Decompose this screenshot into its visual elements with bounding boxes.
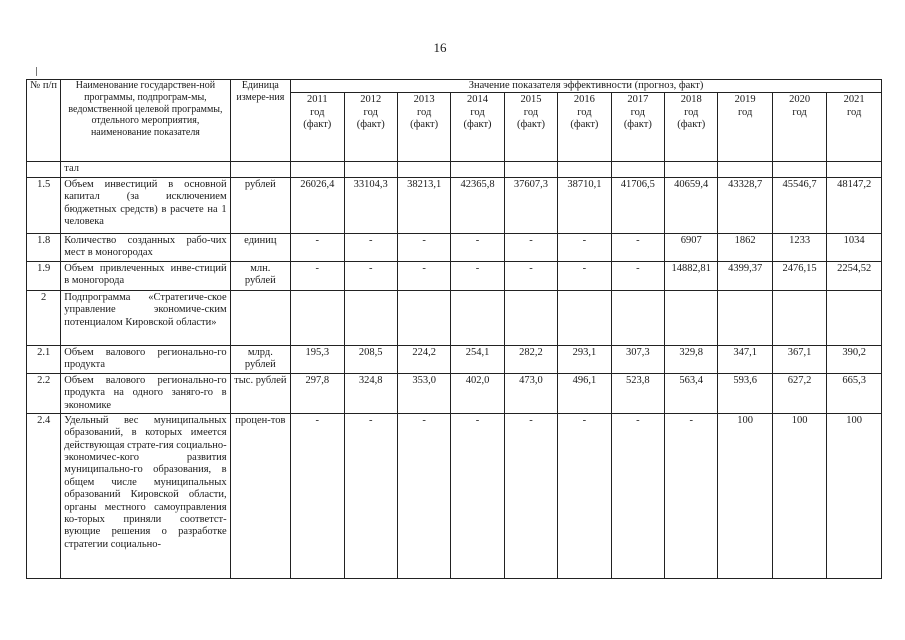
header-year-w1: год: [846, 106, 862, 118]
value-cell: 563,4: [665, 373, 718, 413]
value-cell: -: [451, 261, 504, 290]
value-cell: 665,3: [827, 373, 882, 413]
header-year-2021: [827, 93, 882, 162]
indicator-unit: единиц: [230, 233, 290, 261]
table-row: [27, 261, 882, 290]
page-number: 16: [433, 40, 447, 55]
header-year-w2: (факт): [303, 119, 332, 131]
header-year-2015: [504, 93, 557, 162]
value-cell: 2254,52: [827, 261, 882, 290]
value-cell: 224,2: [397, 345, 450, 373]
header-values-title: Значение показателя эффективности (прогноз, факт): [291, 80, 882, 93]
value-cell: [344, 162, 397, 177]
indicators-table: [26, 79, 882, 579]
value-cell: 254,1: [451, 345, 504, 373]
header-year-w2: (факт): [677, 119, 706, 131]
value-cell: 48147,2: [827, 177, 882, 233]
value-cell: 208,5: [344, 345, 397, 373]
value-cell: 14882,81: [665, 261, 718, 290]
header-year-2014: [451, 93, 504, 162]
value-cell: [827, 290, 882, 345]
header-num: № п/п: [27, 80, 61, 162]
value-cell: -: [397, 413, 450, 578]
value-cell: -: [611, 233, 664, 261]
indicator-name: Подпрограмма «Стратегиче-ское управление экономиче-ским потенциалом Кировской области»: [61, 290, 230, 345]
header-year-w1: год: [470, 106, 485, 118]
header-year-year: 2015: [520, 94, 542, 106]
table-row: [27, 413, 882, 578]
table-row: [27, 373, 882, 413]
value-cell: [504, 290, 557, 345]
header-year-w2: (факт): [410, 119, 439, 131]
value-cell: 402,0: [451, 373, 504, 413]
header-year-year: 2021: [843, 94, 865, 106]
value-cell: 627,2: [772, 373, 826, 413]
table-row: [27, 177, 882, 233]
value-cell: [772, 162, 826, 177]
value-cell: 1034: [827, 233, 882, 261]
value-cell: 496,1: [558, 373, 611, 413]
value-cell: 2476,15: [772, 261, 826, 290]
header-year-w2: (факт): [623, 119, 652, 131]
row-number: [27, 162, 61, 177]
header-year-w1: год: [310, 106, 325, 118]
header-year-year: 2014: [467, 94, 489, 106]
indicator-unit: [230, 290, 290, 345]
value-cell: 40659,4: [665, 177, 718, 233]
value-cell: [558, 290, 611, 345]
value-cell: 43328,7: [718, 177, 772, 233]
value-cell: [772, 290, 826, 345]
indicator-name: Объем привлеченных инве-стиций в моногорода: [61, 261, 230, 290]
row-number: 2.1: [27, 345, 61, 373]
row-number: 2: [27, 290, 61, 345]
value-cell: 45546,7: [772, 177, 826, 233]
value-cell: -: [344, 413, 397, 578]
value-cell: 41706,5: [611, 177, 664, 233]
value-cell: [451, 290, 504, 345]
value-cell: -: [665, 413, 718, 578]
header-year-w1: год: [737, 106, 753, 118]
indicator-unit: процен-тов: [230, 413, 290, 578]
header-year-year: 2011: [306, 94, 328, 106]
header-year-2017: [611, 93, 664, 162]
value-cell: [504, 162, 557, 177]
indicator-unit: [230, 162, 290, 177]
value-cell: [718, 290, 772, 345]
header-year-w1: год: [363, 106, 378, 118]
header-year-year: 2019: [734, 94, 756, 106]
value-cell: -: [611, 413, 664, 578]
value-cell: 473,0: [504, 373, 557, 413]
value-cell: [827, 162, 882, 177]
value-cell: -: [451, 413, 504, 578]
value-cell: 195,3: [291, 345, 344, 373]
value-cell: 347,1: [718, 345, 772, 373]
value-cell: -: [397, 233, 450, 261]
value-cell: 353,0: [397, 373, 450, 413]
table-row: [27, 233, 882, 261]
value-cell: -: [558, 261, 611, 290]
indicator-unit: млрд. рублей: [230, 345, 290, 373]
value-cell: 33104,3: [344, 177, 397, 233]
value-cell: [291, 290, 344, 345]
header-year-w1: год: [523, 106, 539, 118]
header-year-w1: год: [630, 106, 645, 118]
value-cell: 38710,1: [558, 177, 611, 233]
header-year-2013: [397, 93, 450, 162]
table-row: [27, 345, 882, 373]
value-cell: 593,6: [718, 373, 772, 413]
value-cell: 307,3: [611, 345, 664, 373]
value-cell: -: [504, 261, 557, 290]
row-number: 1.5: [27, 177, 61, 233]
indicator-name: Объем валового регионально-го продукта на одного заняго-го в экономике: [61, 373, 230, 413]
value-cell: -: [611, 261, 664, 290]
value-cell: 390,2: [827, 345, 882, 373]
scan-mark: [36, 67, 37, 76]
value-cell: 367,1: [772, 345, 826, 373]
value-cell: 4399,37: [718, 261, 772, 290]
header-year-2018: [665, 93, 718, 162]
value-cell: 293,1: [558, 345, 611, 373]
value-cell: [451, 162, 504, 177]
value-cell: 6907: [665, 233, 718, 261]
indicator-name: Объем валового регионально-го продукта: [61, 345, 230, 373]
value-cell: 282,2: [504, 345, 557, 373]
indicator-unit: рублей: [230, 177, 290, 233]
value-cell: [291, 162, 344, 177]
header-year-year: 2012: [360, 94, 382, 106]
header-year-2019: [718, 93, 772, 162]
value-cell: 523,8: [611, 373, 664, 413]
value-cell: 329,8: [665, 345, 718, 373]
value-cell: [718, 162, 772, 177]
value-cell: [344, 290, 397, 345]
header-year-2016: [558, 93, 611, 162]
value-cell: -: [504, 413, 557, 578]
indicator-name: Количество созданных рабо-чих мест в моногородах: [61, 233, 230, 261]
row-number: 1.8: [27, 233, 61, 261]
value-cell: 324,8: [344, 373, 397, 413]
header-year-w1: год: [684, 106, 699, 118]
indicator-name: Объем инвестиций в основной капитал (за исключением бюджетных средств) в расчете на 1 человека: [61, 177, 230, 233]
value-cell: [611, 162, 664, 177]
header-year-year: 2020: [789, 94, 811, 106]
value-cell: -: [344, 261, 397, 290]
value-cell: [558, 162, 611, 177]
value-cell: -: [558, 413, 611, 578]
table-row: [27, 290, 882, 345]
value-cell: -: [291, 261, 344, 290]
header-year-w1: год: [416, 106, 432, 118]
value-cell: -: [504, 233, 557, 261]
value-cell: 100: [772, 413, 826, 578]
value-cell: [397, 162, 450, 177]
header-unit: Единица измере-ния: [230, 80, 290, 162]
header-year-year: 2018: [680, 94, 702, 106]
header-year-year: 2016: [573, 94, 595, 106]
header-year-w2: (факт): [356, 119, 385, 131]
value-cell: 1233: [772, 233, 826, 261]
value-cell: 1862: [718, 233, 772, 261]
header-name: Наименование государствен-ной программы, подпрограм-мы, ведомственной целевой программы, отдельного мероприятия, наименование показателя: [61, 80, 230, 162]
value-cell: 100: [827, 413, 882, 578]
value-cell: -: [558, 233, 611, 261]
value-cell: 42365,8: [451, 177, 504, 233]
indicator-unit: млн. рублей: [230, 261, 290, 290]
value-cell: -: [451, 233, 504, 261]
value-cell: 100: [718, 413, 772, 578]
value-cell: -: [291, 413, 344, 578]
header-year-2011: [291, 93, 344, 162]
indicator-name: тал: [61, 162, 230, 177]
header-year-2012: [344, 93, 397, 162]
table-row: [27, 162, 882, 177]
header-year-w1: год: [792, 106, 807, 118]
header-year-w1: год: [577, 106, 592, 118]
header-row-1: [27, 80, 882, 93]
header-year-year: 2013: [413, 94, 435, 106]
value-cell: [665, 290, 718, 345]
header-year-w2: (факт): [570, 119, 599, 131]
value-cell: 38213,1: [397, 177, 450, 233]
row-number: 2.4: [27, 413, 61, 578]
value-cell: -: [291, 233, 344, 261]
value-cell: [397, 290, 450, 345]
value-cell: 26026,4: [291, 177, 344, 233]
value-cell: 297,8: [291, 373, 344, 413]
row-number: 2.2: [27, 373, 61, 413]
indicator-unit: тыс. рублей: [230, 373, 290, 413]
header-year-year: 2017: [627, 94, 649, 106]
header-year-2020: [772, 93, 826, 162]
header-year-w2: (факт): [516, 119, 545, 131]
value-cell: 37607,3: [504, 177, 557, 233]
header-year-w2: (факт): [463, 119, 492, 131]
value-cell: -: [344, 233, 397, 261]
value-cell: [665, 162, 718, 177]
row-number: 1.9: [27, 261, 61, 290]
value-cell: -: [397, 261, 450, 290]
value-cell: [611, 290, 664, 345]
indicator-name: Удельный вес муниципальных образований, в которых имеется действующая страте-гия социально-экономичес-кого развития муниципально-го образования, в общем числе муниципальных образований Кировской области, органы местного самоуправления ко-торых приняли соответст-вующие решения о разработке стратегии социально-: [61, 413, 230, 578]
